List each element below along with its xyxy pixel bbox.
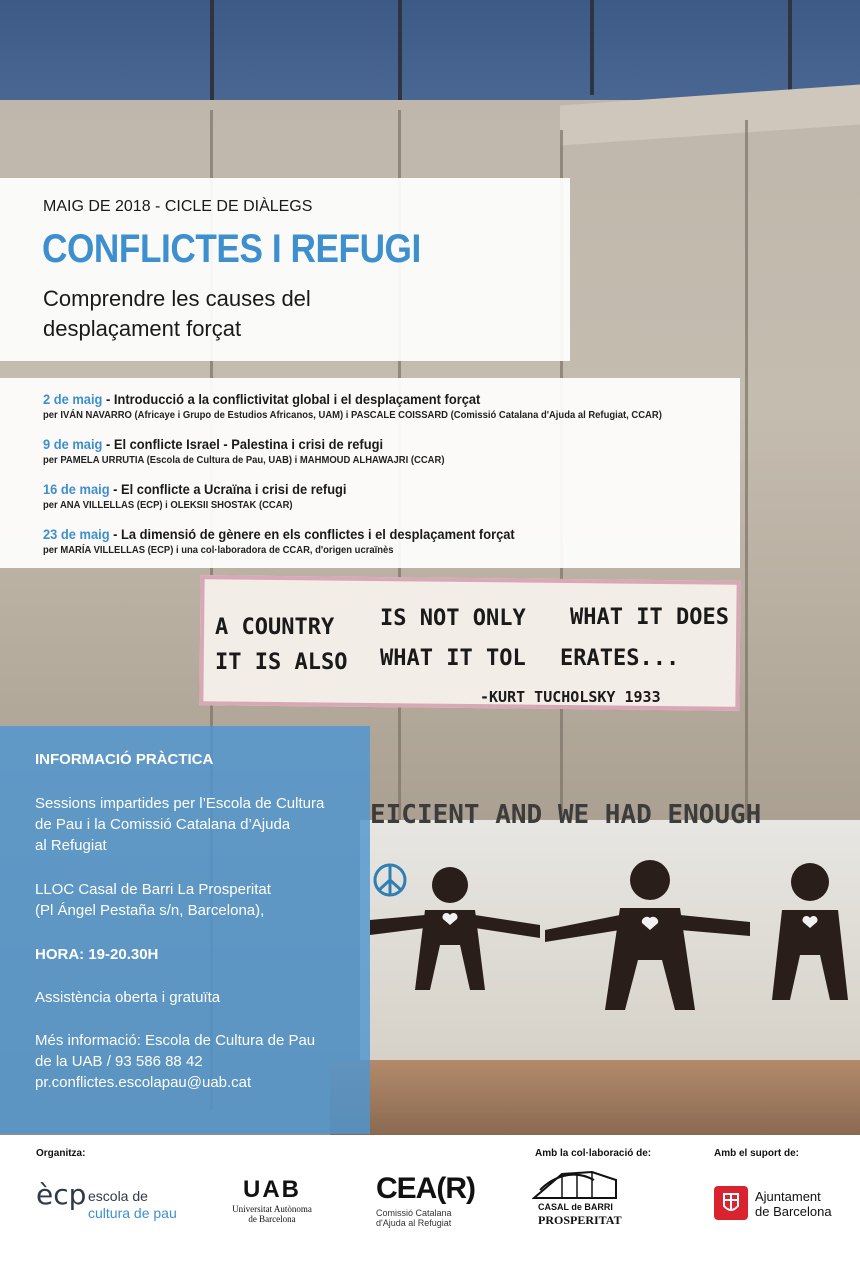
session-date: 2 de maig [43, 391, 103, 407]
page-title: CONFLICTES I REFUGI [42, 227, 421, 271]
uab-mark: UAB [243, 1176, 301, 1203]
ecp-name-line: escola de [88, 1188, 148, 1204]
ajuntament-name-line: de Barcelona [755, 1204, 832, 1219]
session-item [43, 481, 373, 511]
uab-name-line: Universitat Autònoma [232, 1204, 312, 1214]
cear-name-line: d'Ajuda al Refugiat [376, 1218, 452, 1228]
session-title: - La dimensió de gènere en els conflictes i el desplaçament forçat [109, 526, 515, 542]
info-email[interactable]: pr.conflictes.escolapau@uab.cat [35, 1074, 252, 1091]
graffiti-text: IT IS ALSO [215, 650, 348, 675]
cear-mark: CEA(R) [376, 1172, 475, 1205]
collaboration-label: Amb la col·laboració de: [535, 1148, 652, 1159]
fence-post [398, 0, 402, 100]
info-phone: de la UAB / 93 586 88 42 [35, 1053, 203, 1070]
subtitle-line: desplaçament forçat [43, 316, 242, 341]
session-item [43, 526, 556, 556]
graffiti-text: ERATES... [560, 646, 680, 671]
organizer-label: Organitza: [36, 1148, 86, 1159]
session-title: - El conflicte a Ucraïna i crisi de refugi [109, 481, 347, 497]
ajuntament-name-line: Ajuntament [755, 1189, 821, 1204]
session-heading [43, 526, 515, 542]
fence-post [590, 0, 594, 95]
session-item [43, 391, 731, 421]
event-kicker: MAIG DE 2018 - CICLE DE DIÀLEGS [43, 198, 313, 215]
graffiti-text: A COUNTRY [215, 615, 335, 640]
casal-name-line: PROSPERITAT [538, 1213, 622, 1227]
session-title: - Introducció a la conflictivitat global i el desplaçament forçat [102, 391, 481, 407]
casal-name-line: CASAL de BARRI [538, 1202, 613, 1212]
graffiti-text: WHAT IT TOL [380, 646, 526, 671]
session-item [43, 436, 489, 466]
info-line: Sessions impartides per l’Escola de Cultura [35, 795, 325, 812]
session-heading [43, 391, 676, 407]
session-title: - El conflicte Israel - Palestina i crisi de refugi [102, 436, 384, 452]
session-heading [43, 481, 347, 497]
uab-logo[interactable] [222, 1176, 322, 1224]
info-line: LLOC Casal de Barri La Prosperitat [35, 881, 271, 898]
info-line: (Pl Ángel Pestaña s/n, Barcelona), [35, 902, 265, 919]
shield-glyph [714, 1186, 748, 1220]
rubble-ground [330, 1060, 860, 1135]
graffiti-text: IS NOT ONLY [380, 606, 526, 631]
session-date: 16 de maig [43, 481, 110, 497]
mural-text: EICIENT AND WE HAD ENOUGH [370, 800, 762, 830]
fence-post [788, 0, 792, 90]
uab-name-line: de Barcelona [248, 1214, 296, 1224]
ecp-name-line: cultura de pau [88, 1205, 177, 1221]
ecp-mark: ècp [36, 1178, 87, 1211]
fence-post [210, 0, 214, 110]
info-time: HORA: 19-20.30H [35, 946, 159, 963]
mural-figures [370, 850, 850, 1060]
subtitle-line: Comprendre les causes del [43, 286, 311, 311]
support-label: Amb el suport de: [714, 1148, 800, 1159]
session-speakers: per ANA VILLELLAS (ECP) i OLEKSII SHOSTAK (CCAR) [43, 499, 293, 511]
session-speakers: per IVÁN NAVARRO (Africaye i Grupo de Estudios Africanos, UAM) i PASCALE COISSARD (Comissió Catalana d'Ajuda al Refugiat, CCAR) [43, 409, 662, 421]
cear-name-line: Comissió Catalana [376, 1208, 452, 1218]
graffiti-text: WHAT IT DOES [570, 605, 729, 630]
info-heading: INFORMACIÓ PRÀCTICA [35, 751, 214, 768]
info-line: de Pau i la Comissió Catalana d’Ajuda [35, 816, 291, 833]
cear-logo[interactable] [376, 1172, 475, 1228]
info-sessions [35, 793, 324, 856]
session-date: 23 de maig [43, 526, 110, 542]
session-date: 9 de maig [43, 436, 103, 452]
session-speakers: per PAMELA URRUTIA (Escola de Cultura de Pau, UAB) i MAHMOUD ALHAWAJRI (CCAR) [43, 454, 445, 466]
graffiti-signature: -KURT TUCHOLSKY 1933 [480, 688, 661, 706]
info-line: Més informació: Escola de Cultura de Pau [35, 1032, 316, 1049]
info-contact [35, 1030, 315, 1093]
info-location [35, 879, 271, 921]
session-heading [43, 436, 453, 452]
info-line: al Refugiat [35, 837, 107, 854]
barcelona-shield-icon [714, 1186, 748, 1220]
session-speakers: per MARÍA VILLELLAS (ECP) i una col·laboradora de CCAR, d'origen ucraïnès [43, 544, 394, 556]
info-access: Assistència oberta i gratuïta [35, 989, 221, 1006]
page-subtitle [43, 284, 443, 344]
casal-prosperitat-logo[interactable] [532, 1168, 622, 1232]
